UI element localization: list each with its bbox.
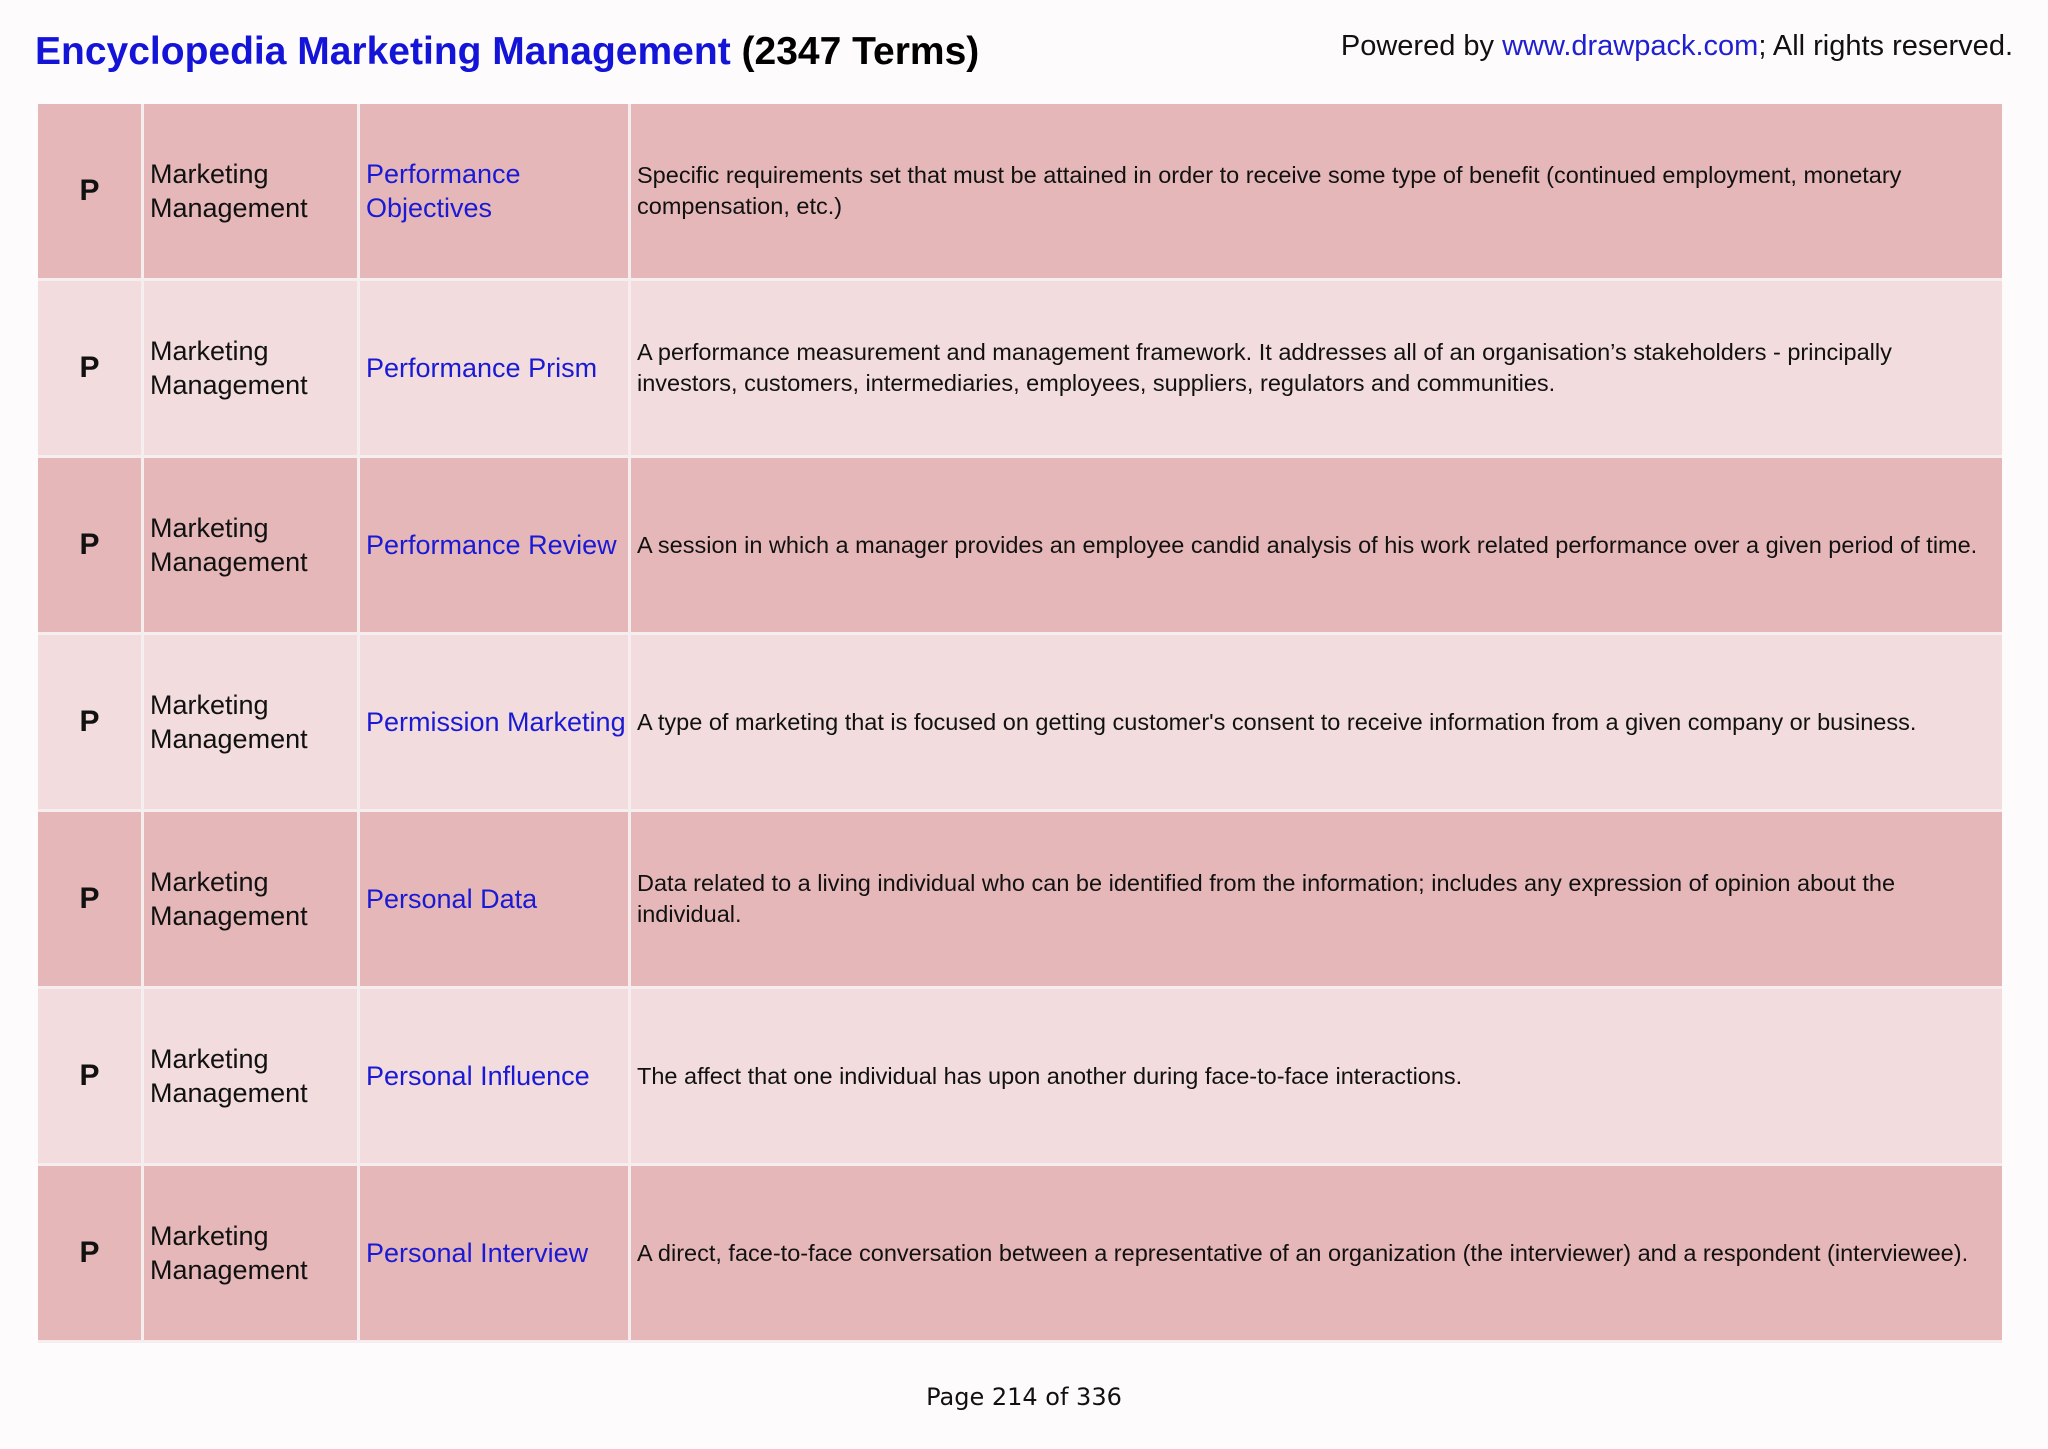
- letter-cell: P: [38, 989, 144, 1166]
- definition-cell: A session in which a manager provides an employee candid analysis of his work related performance over a given period of time.: [631, 458, 2002, 635]
- term-link[interactable]: Performance Prism: [360, 281, 631, 458]
- drawpack-link[interactable]: www.drawpack.com: [1502, 30, 1759, 62]
- term-link[interactable]: Performance Review: [360, 458, 631, 635]
- letter-cell: P: [38, 104, 144, 281]
- title-term-count: (2347 Terms): [730, 30, 980, 73]
- term-link[interactable]: Performance Objectives: [360, 104, 631, 281]
- table-row: [38, 1166, 2002, 1343]
- letter-cell: P: [38, 635, 144, 812]
- definition-cell: A performance measurement and management framework. It addresses all of an organisation’s stakeholders - principally investors, customers, intermediaries, employees, suppliers, regulators and communities.: [631, 281, 2002, 458]
- category-cell: Marketing Management: [144, 635, 360, 812]
- powered-suffix: ; All rights reserved.: [1758, 30, 2013, 62]
- title-name[interactable]: Encyclopedia Marketing Management: [35, 30, 731, 73]
- table-row: [38, 812, 2002, 989]
- terms-table: [38, 104, 2002, 1343]
- category-cell: Marketing Management: [144, 104, 360, 281]
- letter-cell: P: [38, 281, 144, 458]
- definition-cell: The affect that one individual has upon another during face-to-face interactions.: [631, 989, 2002, 1166]
- letter-cell: P: [38, 1166, 144, 1343]
- letter-cell: P: [38, 458, 144, 635]
- category-cell: Marketing Management: [144, 989, 360, 1166]
- definition-cell: A type of marketing that is focused on getting customer's consent to receive information from a given company or business.: [631, 635, 2002, 812]
- term-link[interactable]: Permission Marketing: [360, 635, 631, 812]
- powered-by-notice: [1341, 30, 2013, 63]
- category-cell: Marketing Management: [144, 281, 360, 458]
- category-cell: Marketing Management: [144, 1166, 360, 1343]
- letter-cell: P: [38, 812, 144, 989]
- page-number: Page 214 of 336: [926, 1383, 1122, 1411]
- definition-cell: Specific requirements set that must be attained in order to receive some type of benefit (continued employment, monetary compensation, etc.): [631, 104, 2002, 281]
- page-title: [35, 30, 979, 74]
- table-row: [38, 104, 2002, 281]
- table-row: [38, 281, 2002, 458]
- table-row: [38, 635, 2002, 812]
- table-row: [38, 458, 2002, 635]
- term-link[interactable]: Personal Data: [360, 812, 631, 989]
- term-link[interactable]: Personal Interview: [360, 1166, 631, 1343]
- page-header: [0, 0, 2048, 100]
- category-cell: Marketing Management: [144, 812, 360, 989]
- definition-cell: A direct, face-to-face conversation between a representative of an organization (the interviewer) and a respondent (interviewee).: [631, 1166, 2002, 1343]
- table-row: [38, 989, 2002, 1166]
- powered-prefix: Powered by: [1340, 30, 1503, 62]
- category-cell: Marketing Management: [144, 458, 360, 635]
- term-link[interactable]: Personal Influence: [360, 989, 631, 1166]
- definition-cell: Data related to a living individual who can be identified from the information; includes any expression of opinion about the individual.: [631, 812, 2002, 989]
